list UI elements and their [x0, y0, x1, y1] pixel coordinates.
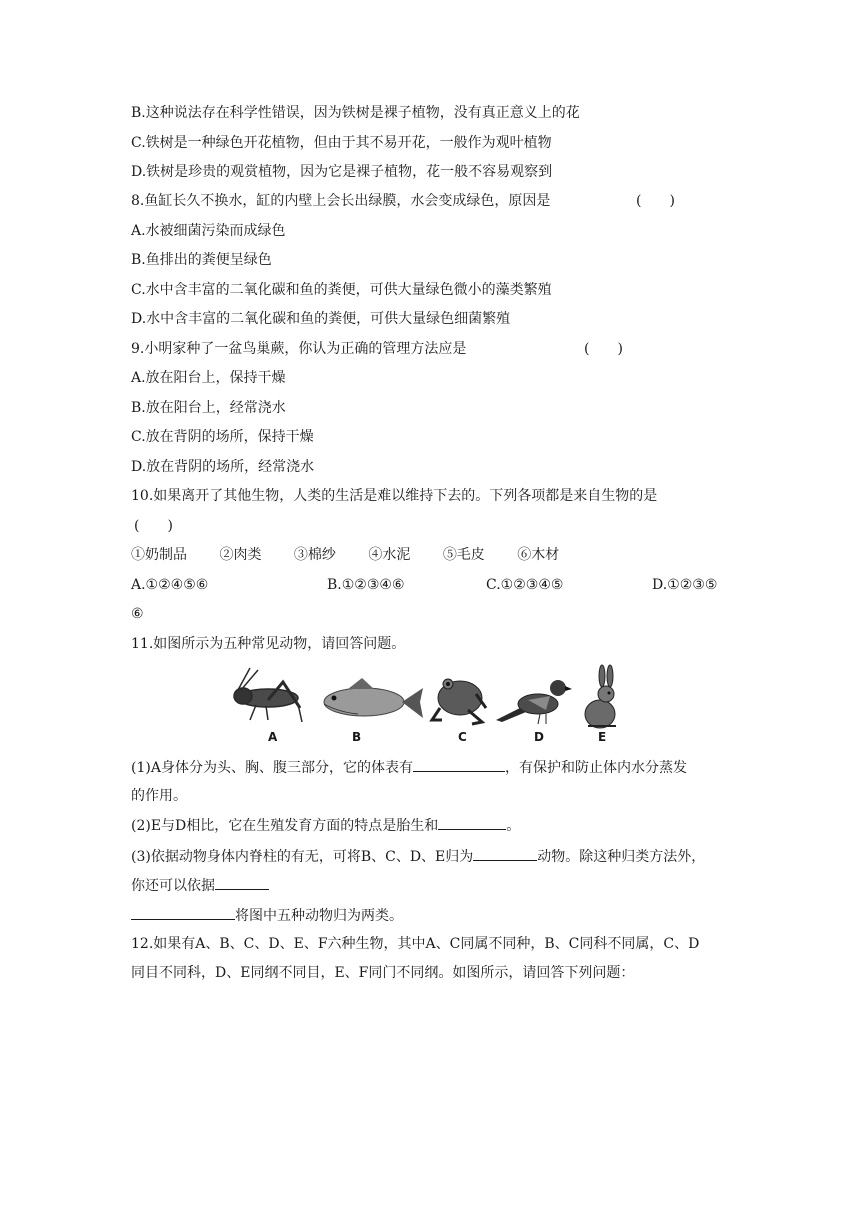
q11-stem: 11.如图所示为五种常见动物，请回答问题。: [131, 636, 406, 652]
q8-option-d: D.水中含丰富的二氧化碳和鱼的粪便，可供大量绿色细菌繁殖: [131, 311, 511, 327]
q11-part1-text: ，有保护和防止体内水分蒸发: [504, 760, 687, 776]
q12-stem-line1: 12.如果有A、B、C、D、E、F六种生物，其中A、C同属不同种，B、C同科不同属，C、D: [131, 936, 700, 952]
figure-label: C: [458, 730, 467, 744]
q11-part3-text: 你还可以依据: [131, 878, 215, 894]
q11-part2-text: (2)E与D相比，它在生殖发育方面的特点是胎生和: [131, 818, 439, 834]
q10-item: ④水泥: [368, 547, 411, 563]
q9-option-c: C.放在背阴的场所，保持干燥: [131, 429, 314, 445]
q8-answer-paren: ( ): [636, 193, 675, 209]
q9-answer-paren: ( ): [584, 341, 623, 357]
rabbit-image: [585, 665, 616, 728]
q8-option-a: A.水被细菌污染而成绿色: [131, 223, 286, 239]
q11-part3-text: (3)依据动物身体内脊柱的有无，可将B、C、D、E归为: [131, 849, 474, 865]
answer-blank[interactable]: [438, 815, 506, 830]
answer-blank[interactable]: [413, 757, 505, 772]
q11-part2-text: 。: [506, 818, 521, 834]
figure-label: D: [534, 730, 544, 744]
q10-stem: 10.如果离开了其他生物，人类的生活是难以维持下去的。下列各项都是来自生物的是: [131, 488, 658, 504]
figure-label: E: [598, 730, 607, 744]
q10-item: ②肉类: [219, 547, 262, 563]
answer-blank[interactable]: [473, 846, 537, 861]
q11-part3-text: 将图中五种动物归为两类。: [235, 908, 403, 924]
q12-stem-line2: 同目不同科，D、E同纲不同目，E、F同门不同纲。如图所示，请回答下列问题：: [131, 965, 635, 981]
q10-answer-paren: ( ): [134, 518, 173, 534]
q11-part2: [131, 815, 520, 836]
q9-stem: 9.小明家种了一盆鸟巢蕨，你认为正确的管理方法应是: [131, 341, 467, 357]
animals-figure: [228, 664, 628, 746]
q10-option-a: A.①②④⑤⑥: [131, 577, 209, 593]
q10-item: ⑤毛皮: [442, 547, 485, 563]
grasshopper-image: [234, 668, 302, 722]
q7-option-b: B.这种说法存在科学性错误，因为铁树是裸子植物，没有真正意义上的花: [131, 105, 580, 121]
q8-stem: 8.鱼缸长久不换水，缸的内壁上会长出绿膜，水会变成绿色，原因是: [131, 193, 551, 209]
q7-option-c: C.铁树是一种绿色开花植物，但由于其不易开花，一般作为观叶植物: [131, 135, 552, 151]
q11-part3-text: 动物。除这种归类方法外，: [537, 849, 706, 865]
q10-item-list: [131, 545, 587, 565]
answer-blank[interactable]: [131, 905, 235, 920]
sparrow-image: [496, 680, 572, 724]
q9-option-a: A.放在阳台上，保持干燥: [131, 370, 286, 386]
q10-item: ⑥木材: [517, 547, 560, 563]
q11-part3-line3: [131, 905, 403, 926]
q10-option-b: B.①②③④⑥: [327, 577, 405, 593]
q10-option-c: C.①②③④⑤: [486, 577, 564, 593]
q11-part1-text: (1)A身体分为头、胸、腹三部分，它的体表有: [131, 760, 413, 776]
q10-option-d-continued: ⑥: [131, 606, 144, 622]
q11-part3-line2: [131, 875, 269, 896]
figure-label: A: [268, 730, 278, 744]
q11-part1-line1: [131, 757, 687, 778]
q8-option-b: B.鱼排出的粪便呈绿色: [131, 252, 272, 268]
q11-part3-line1: [131, 846, 705, 867]
q7-option-d: D.铁树是珍贵的观赏植物，因为它是裸子植物，花一般不容易观察到: [131, 164, 553, 180]
q10-item: ①奶制品: [131, 547, 187, 563]
figure-label: B: [352, 730, 362, 744]
q11-part1-line2: 的作用。: [131, 788, 187, 804]
q9-option-b: B.放在阳台上，经常浇水: [131, 400, 286, 416]
q10-option-d: D.①②③⑤: [652, 577, 718, 593]
answer-blank[interactable]: [215, 875, 269, 890]
q10-item: ③棉纱: [293, 547, 336, 563]
q8-option-c: C.水中含丰富的二氧化碳和鱼的粪便，可供大量绿色微小的藻类繁殖: [131, 282, 552, 298]
fish-image: [324, 678, 423, 718]
q9-option-d: D.放在背阴的场所，经常浇水: [131, 459, 315, 475]
frog-image: [432, 679, 486, 724]
